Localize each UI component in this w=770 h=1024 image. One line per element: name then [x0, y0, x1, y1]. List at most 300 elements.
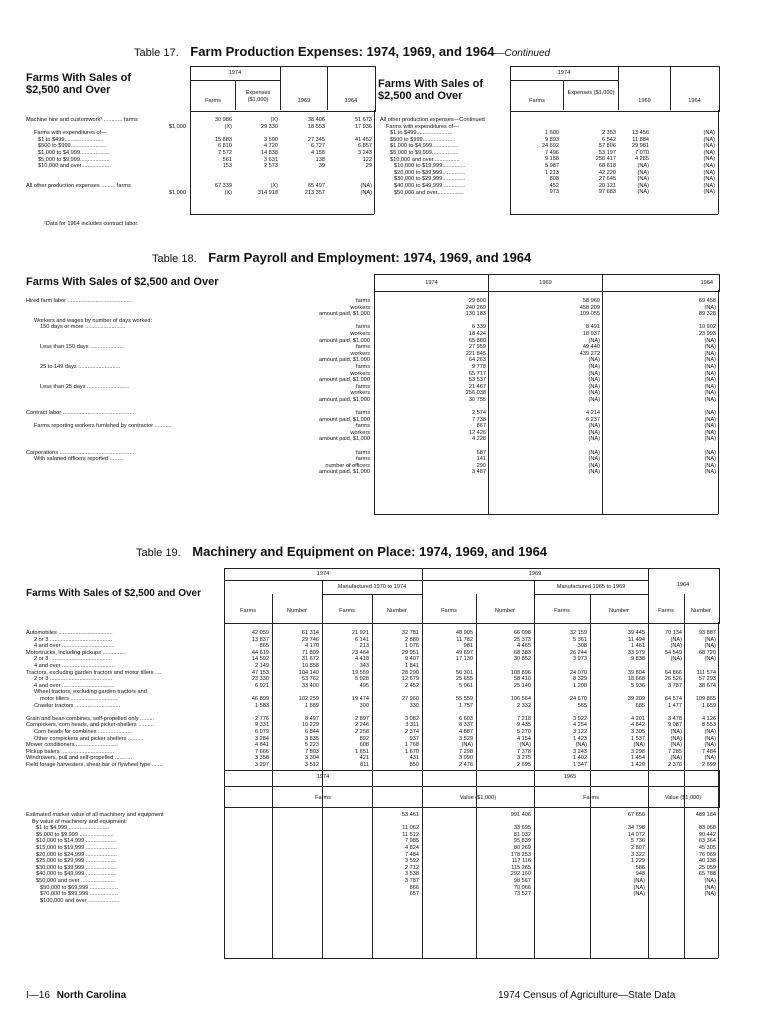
cell: 10 229	[301, 722, 319, 729]
t18-stub-row	[26, 298, 372, 305]
row-label: With salaried officers reported .........	[34, 456, 124, 463]
t19-col-1969-number	[477, 630, 531, 768]
cell: (NA)	[588, 436, 600, 443]
t18-stub-row	[26, 305, 372, 312]
cell: 68 383	[513, 649, 531, 656]
t19-mv-col-value-1974	[423, 812, 531, 904]
cell: 2 807	[631, 844, 645, 851]
cell: 1 420	[631, 761, 645, 768]
t19-h-number: Number	[287, 608, 307, 614]
cell: 1 423	[573, 735, 587, 742]
table-19-title	[136, 544, 547, 559]
t19-stub-row: Windrowers, pull and self-propelled ...........	[26, 755, 133, 762]
cell: 3 082	[405, 715, 419, 722]
cell: 61 314	[301, 630, 319, 636]
cell: 64 866	[664, 669, 682, 676]
row-unit: amount paid, $1,000	[318, 337, 370, 344]
cell: 431	[409, 755, 419, 762]
cell: 55 559	[455, 695, 473, 702]
t19-stub-row: 4 and over ..................................	[34, 662, 115, 669]
t18-stub	[26, 298, 372, 476]
cell: 4 465	[517, 643, 531, 650]
row-unit: number of officers	[325, 462, 370, 469]
t19-stub	[26, 630, 222, 768]
cell: 83 068	[698, 825, 716, 832]
t19-h-farms: Farms	[240, 608, 256, 614]
t18-stub-row	[26, 410, 372, 417]
table-title-text: Machinery and Equipment on Place: 1974, 1969, and 1964	[192, 544, 548, 559]
cell: 991 406	[510, 812, 531, 818]
t18-stub-row	[26, 469, 372, 476]
cell: 489 184	[695, 812, 716, 818]
cell	[649, 689, 682, 696]
t18-stub-row	[26, 450, 372, 457]
cell: 5 223	[305, 742, 319, 749]
cell: 17 130	[455, 656, 473, 663]
cell: 49 697	[455, 649, 473, 656]
row-label: Less than 25 days ...........................	[40, 383, 129, 390]
row-unit: farms	[356, 456, 370, 463]
cell: 2 776	[255, 715, 269, 722]
cell: 10 858	[301, 662, 319, 669]
cell: 867	[476, 423, 486, 430]
cell: 3 835	[305, 735, 319, 742]
cell: 21 467	[468, 383, 486, 390]
cell: 256 038	[465, 390, 486, 397]
cell: (NA)	[704, 891, 716, 898]
cell: 58 960	[582, 298, 600, 304]
cell: 3 298	[631, 748, 645, 755]
t19-h-manufactured-1970-1974: Manufactured 1970 to 1974	[337, 584, 407, 590]
t19-stub-row: Other cornpickers and picker shellers ..........	[34, 735, 144, 742]
cell: 3 297	[255, 761, 269, 768]
row-label: Corporations ................................................	[26, 449, 135, 456]
t19-mv-col-farms-1965	[535, 812, 645, 904]
t19-stub-row: 2 or 3 ........................................	[34, 676, 113, 683]
cell: 687	[476, 449, 486, 456]
cell: (NA)	[670, 755, 682, 762]
cell: 49 440	[582, 344, 600, 351]
t18-stub-row	[26, 318, 372, 325]
cell	[477, 689, 531, 696]
cell: 6 237	[586, 416, 600, 423]
cell: (NA)	[704, 735, 716, 742]
cell: 948	[635, 871, 645, 878]
row-unit: workers	[350, 429, 370, 436]
cell: 4 126	[702, 715, 716, 722]
t19-mv-stub-row: $5,000 to $9,999 ......................	[36, 831, 114, 838]
cell: 495	[359, 682, 369, 689]
t19-stub-row	[26, 709, 222, 716]
cell: (NA)	[704, 877, 716, 884]
t18-stub-row	[26, 456, 372, 463]
t19-mv-stub-row: $10,000 to $14,999 ....................	[36, 838, 117, 845]
cell	[591, 709, 645, 716]
cell: 308	[577, 643, 587, 650]
cell: 1 477	[668, 702, 682, 709]
cell: 32 159	[569, 630, 587, 636]
cell: (NA)	[588, 429, 600, 436]
t17-left-stub-heading: Farms With Sales of $2,500 and Over	[26, 72, 132, 96]
cell: 70 066	[513, 884, 531, 891]
cell: 4 228	[472, 436, 486, 443]
continued-label: —Continued	[494, 48, 551, 59]
row-unit: amount paid, $1,000	[318, 357, 370, 364]
row-unit: workers	[350, 390, 370, 397]
cell: (NA)	[704, 656, 716, 663]
t18-col-1969	[490, 298, 600, 476]
t19-mv-h-value: Value ($1,000)	[459, 795, 497, 801]
t18-stub-row	[26, 371, 372, 378]
t19-mv-stub-row: $15,000 to $19,999 ....................	[36, 844, 117, 851]
cell: 3 529	[459, 735, 473, 742]
cell: 12 426	[468, 429, 486, 436]
cell: (NA)	[588, 456, 600, 463]
cell	[323, 709, 369, 716]
cell: 19 474	[351, 695, 369, 702]
t19-h-number: Number	[495, 608, 515, 614]
cell: 40 138	[698, 858, 716, 865]
cell: 53 461	[401, 812, 419, 818]
cell: 23 993	[698, 330, 716, 337]
t17-right-col-expenses: 2 353 6 542 57 806 53 197 256 417 68 618 42 220 27 645 20 121 97 683	[595, 130, 616, 196]
cell: 5 736	[631, 838, 645, 845]
cell: (NA)	[633, 877, 645, 884]
cell: 44 619	[251, 649, 269, 656]
cell: 850	[409, 761, 419, 768]
row-label: Contract labor ..............................................	[26, 410, 135, 417]
t19-stub-row: motor tillers ...............................	[40, 695, 119, 702]
cell: (NA)	[704, 357, 716, 364]
t18-stub-row	[26, 404, 372, 411]
row-label: Farms reporting workers furnished by contractor ...........	[34, 423, 172, 430]
cell: 330	[409, 702, 419, 709]
cell: (NA)	[588, 449, 600, 456]
cell	[604, 443, 716, 450]
cell	[685, 663, 716, 670]
cell	[490, 318, 600, 325]
row-label: Workers and wages by number of days worked:	[34, 317, 153, 324]
cell	[373, 709, 419, 716]
cell: 39 804	[627, 669, 645, 676]
t18-stub-row	[26, 344, 372, 351]
cell: 106 564	[510, 695, 531, 702]
cell: 7 803	[305, 748, 319, 755]
t19-stub-row: Grain and bean combines, self-propelled only .........	[26, 715, 155, 722]
t19-h-farms: Farms	[441, 608, 457, 614]
cell	[535, 819, 645, 826]
cell: (NA)	[588, 469, 600, 476]
cell: 458 209	[579, 304, 600, 311]
cell: (NA)	[704, 337, 716, 344]
cell: 6 603	[459, 715, 473, 722]
t19-mv-h-farms-65: Farms	[583, 795, 599, 801]
stub-row: $1,000	[168, 123, 186, 130]
t19-mv-stub-row: $50,000 to $69,999 ..................	[40, 884, 118, 891]
cell: 102 259	[298, 695, 319, 702]
cell: 30 755	[468, 396, 486, 403]
cell: 290	[476, 462, 486, 469]
t17-col-1969: 38 406 18 553 27 345 6 727 4 158 138 39 65 497 213 357	[304, 117, 325, 196]
cell: 586	[635, 864, 645, 871]
cell: 3 322	[631, 851, 645, 858]
cell: 27 959	[468, 344, 486, 351]
cell: 1 889	[305, 702, 319, 709]
cell: 8 553	[702, 722, 716, 729]
cell: 240 269	[465, 304, 486, 311]
cell: 5 936	[631, 682, 645, 689]
cell: 29 951	[401, 649, 419, 656]
t19-mv-stub-row: Estimated market value of all machinery and equipment	[26, 812, 164, 818]
t19-stub-row: Motortrucks, including pickups ...............	[26, 649, 126, 656]
cell: 3 787	[405, 877, 419, 884]
row-unit: workers	[350, 330, 370, 337]
row-unit: workers	[350, 350, 370, 357]
t18-h1964: 1964	[700, 280, 713, 286]
row-label: 25 to 149 days ...........................	[40, 363, 121, 370]
cell: 2 712	[405, 864, 419, 871]
row-unit: amount paid, $1,000	[318, 377, 370, 384]
cell: 31 672	[301, 656, 319, 663]
cell: 98 567	[513, 877, 531, 884]
table-title-text: Farm Payroll and Employment: 1974, 1969, and 1964	[208, 250, 532, 265]
cell: 64 263	[468, 357, 486, 364]
cell: 2 374	[405, 728, 419, 735]
cell: 53 762	[301, 676, 319, 683]
cell	[604, 318, 716, 325]
cell: 33 695	[513, 825, 531, 832]
t19-mv-col-value-1965	[649, 812, 716, 904]
cell: 6 079	[255, 728, 269, 735]
cell	[649, 709, 682, 716]
row-unit: workers	[350, 370, 370, 377]
cell: 2 332	[517, 702, 531, 709]
cell: (NA)	[633, 742, 645, 749]
cell: 2 897	[355, 715, 369, 722]
table-18-title	[152, 250, 531, 265]
cell: (NA)	[704, 363, 716, 370]
cell: 1 454	[631, 755, 645, 762]
cell: 56 301	[455, 669, 473, 676]
cell: 25 059	[698, 864, 716, 871]
t17-right-h1969: 1969	[638, 98, 651, 104]
cell: 7 985	[405, 838, 419, 845]
t18-stub-row	[26, 357, 372, 364]
stub-row: $5,000 to $9,999...................	[38, 156, 110, 163]
t19-mv-stub-row: $70,000 to $99,999 ..................	[40, 891, 118, 898]
t17-h-farms: Farms	[205, 98, 221, 104]
cell: 4 887	[459, 728, 473, 735]
t17-right-col-1964: (NA) (NA) (NA) (NA) (NA) (NA) (NA) (NA) (NA) (NA)	[703, 130, 715, 196]
cell: 11 062	[402, 825, 419, 832]
cell: 421	[359, 755, 369, 762]
cell	[423, 898, 531, 905]
cell: 53 537	[468, 377, 486, 384]
cell: 29 746	[301, 636, 319, 643]
stub-row: $1 to $499.........................	[38, 136, 104, 143]
row-unit: amount paid, $1,000	[318, 311, 370, 318]
cell: 5 928	[355, 676, 369, 683]
cell: 108 896	[510, 669, 531, 676]
cell: 1 757	[459, 702, 473, 709]
cell: (NA)	[670, 742, 682, 749]
cell	[376, 404, 486, 411]
t18-stub-row	[26, 311, 372, 318]
t17-h1974: 1974	[228, 70, 242, 76]
cell: (NA)	[670, 636, 682, 643]
cell: 657	[409, 891, 419, 898]
cell: 24 070	[569, 669, 587, 676]
row-unit: farms	[356, 449, 370, 456]
cell: (NA)	[588, 423, 600, 430]
cell	[535, 689, 587, 696]
cell: 3 922	[573, 715, 587, 722]
cell: 292 160	[510, 871, 531, 878]
t18-stub-row	[26, 397, 372, 404]
table-number: Table 18.	[152, 253, 197, 265]
cell: 3 358	[255, 755, 269, 762]
cell: (NA)	[704, 456, 716, 463]
t19-h-number: Number	[609, 608, 629, 614]
cell: 865	[259, 643, 269, 650]
cell: 66 098	[513, 630, 531, 636]
stub-row: $1,000 to $4,999...................	[38, 149, 110, 156]
t18-stub-heading: Farms With Sales of $2,500 and Over	[26, 276, 219, 288]
t18-stub-row	[26, 338, 372, 345]
cell: 65 880	[468, 337, 486, 344]
t19-mv-stub	[26, 812, 222, 904]
cell: (NA)	[704, 469, 716, 476]
cell: 3 973	[573, 656, 587, 663]
cell: (NA)	[588, 377, 600, 384]
cell	[423, 819, 531, 826]
t19-h1969: 1969	[528, 571, 542, 577]
cell: 14 072	[627, 831, 645, 838]
cell: 4 201	[631, 715, 645, 722]
cell: (NA)	[704, 755, 716, 762]
t19-h-number: Number	[387, 608, 407, 614]
cell	[225, 819, 419, 826]
cell: 14 592	[251, 656, 269, 663]
t19-h1974: 1974	[316, 571, 330, 577]
cell: 11 782	[456, 636, 473, 643]
cell: 8 329	[573, 676, 587, 683]
cell: 2 246	[355, 722, 369, 729]
cell: (NA)	[704, 390, 716, 397]
t19-stub-row: Tractors, excluding garden tractors and motor tillers ....	[26, 669, 162, 676]
cell: 69 458	[698, 298, 716, 304]
cell: 6 844	[305, 728, 319, 735]
cell: 7 484	[405, 851, 419, 858]
cell: (NA)	[670, 643, 682, 650]
table-title-text: Farm Production Expenses: 1974, 1969, and 1964	[190, 44, 495, 59]
cell: 7 298	[459, 748, 473, 755]
row-unit: farms	[356, 344, 370, 351]
t19-h-farms: Farms	[554, 608, 570, 614]
cell: 6 141	[355, 636, 369, 643]
row-unit: amount paid, $1,000	[318, 416, 370, 423]
stub-row: $1,000	[168, 189, 186, 196]
cell: 3 512	[305, 761, 319, 768]
cell: 811	[360, 761, 369, 768]
t19-mv-stub-row: $30,000 to $39,999 ....................	[36, 864, 117, 871]
row-unit: farms	[356, 383, 370, 390]
cell: 11 512	[402, 831, 419, 838]
cell: 221 845	[465, 350, 486, 357]
row-unit: farms	[356, 324, 370, 331]
cell: 7 285	[668, 748, 682, 755]
t19-h1964: 1964	[676, 582, 690, 588]
cell: 26 526	[664, 676, 682, 683]
cell: (NA)	[519, 742, 531, 749]
t18-col-1964	[604, 298, 716, 476]
cell: (NA)	[704, 423, 716, 430]
cell: 18 668	[627, 676, 645, 683]
cell: 2 376	[668, 761, 682, 768]
cell: (NA)	[704, 636, 716, 643]
cell: 109 865	[695, 695, 716, 702]
cell: 565	[577, 702, 587, 709]
cell	[591, 689, 645, 696]
cell: 9 087	[668, 722, 682, 729]
t17-right-h1974: 1974	[557, 70, 571, 76]
cell: 25 373	[513, 636, 531, 643]
cell: 4 418	[355, 656, 369, 663]
cell: 1 076	[405, 643, 419, 650]
cell: (NA)	[588, 383, 600, 390]
t18-stub-row	[26, 331, 372, 338]
cell: 1 461	[631, 643, 645, 650]
stub-row: Machine hire and customwork¹ ............ farms	[26, 117, 138, 123]
t17-h1969: 1969	[297, 98, 311, 104]
cell: 46 899	[251, 695, 269, 702]
cell: 115 265	[511, 864, 531, 871]
table-number: Table 17.	[134, 47, 179, 59]
cell: 19 559	[351, 669, 369, 676]
cell: 71 809	[301, 649, 319, 656]
cell: 7 666	[255, 748, 269, 755]
t19-col-1974-number	[273, 630, 319, 768]
cell: (NA)	[704, 884, 716, 891]
t18-stub-row	[26, 377, 372, 384]
t19-col-man69-number	[591, 630, 645, 768]
cell: 5 270	[517, 728, 531, 735]
cell: 3 243	[573, 748, 587, 755]
t19-mv-stub-row: $100,000 and over ....................	[40, 897, 120, 904]
t19-stub-row: Field forage harvesters, shear bar or flywheel type .......	[26, 761, 163, 768]
cell: 104 140	[298, 669, 319, 676]
cell	[273, 689, 319, 696]
cell: 33 979	[627, 649, 645, 656]
cell: 9 778	[472, 363, 486, 370]
cell: (NA)	[670, 656, 682, 663]
cell: 5 061	[459, 682, 473, 689]
t19-col-man74-farms	[323, 630, 369, 768]
cell: 32 781	[401, 630, 419, 636]
cell: 57 293	[698, 676, 716, 683]
cell: 2 574	[472, 410, 486, 417]
t17-right-col-farms: 1 600 9 893 24 692 7 496 9 158 5 987 1 213 808 452 973	[541, 130, 559, 196]
row-unit: farms	[356, 298, 370, 304]
cell: (NA)	[588, 462, 600, 469]
cell	[225, 709, 269, 716]
t18-h1974: 1974	[425, 280, 438, 286]
cell	[225, 689, 269, 696]
cell: 65 788	[698, 871, 716, 878]
t17-col-farms: 30 986 (X) 15 883 6 810 7 572 561 153 67 339 (X)	[214, 117, 232, 196]
cell	[225, 898, 419, 905]
cell: 18 424	[468, 330, 486, 337]
